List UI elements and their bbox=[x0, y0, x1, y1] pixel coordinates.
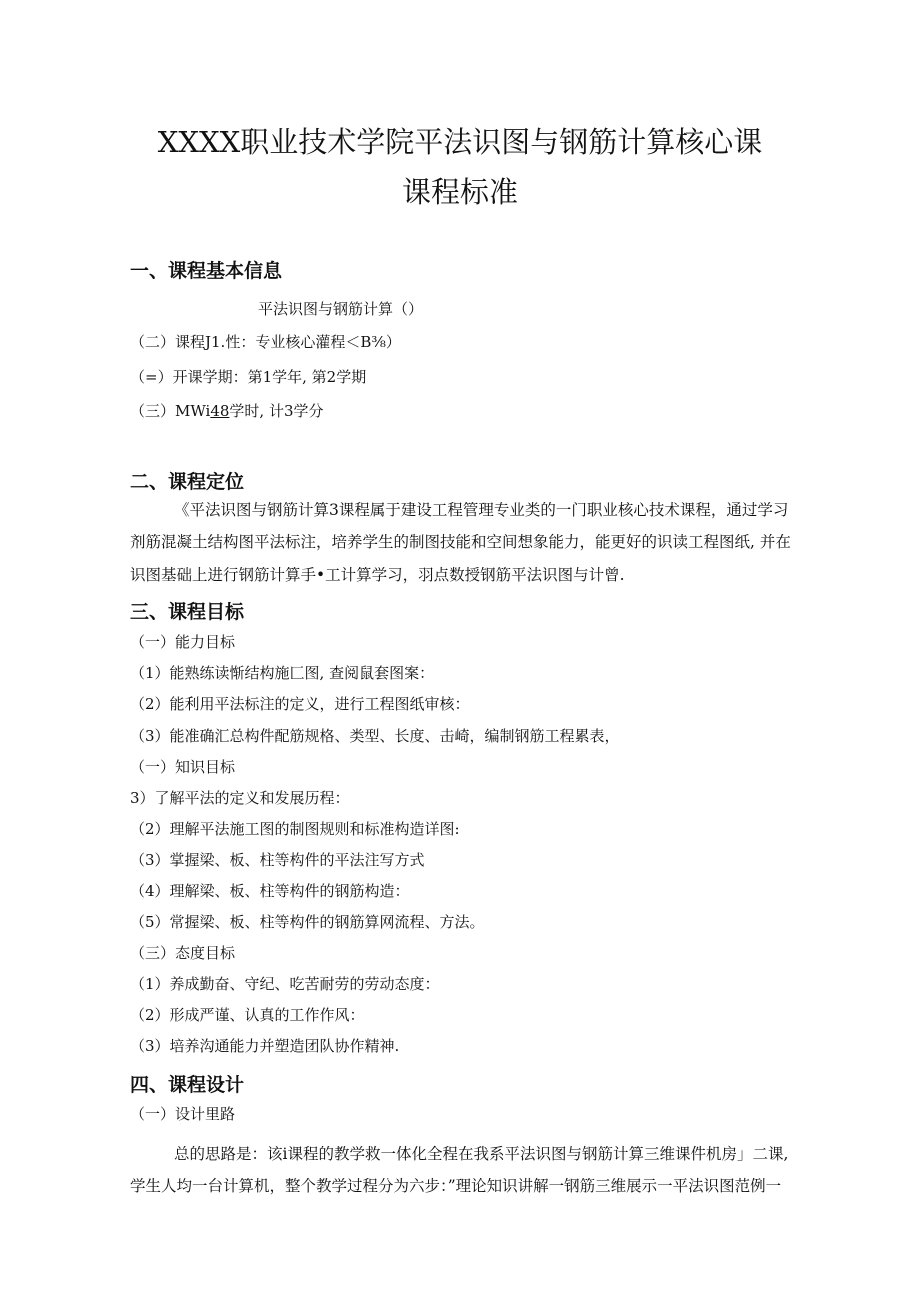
section-heading-design: 四、课程设计 bbox=[130, 1074, 245, 1096]
positioning-line-3: 识图基础上进行钢筋计算手•工计算学习，羽点数授钢筋平法识图与计曾. bbox=[130, 566, 625, 584]
course-name: 平法识图与钢筋计算（） bbox=[258, 300, 424, 318]
document-title-line1: XXXX职业技术学院平法识图与钢筋计算核心课 bbox=[157, 125, 763, 159]
goal-item: （3）培养沟通能力并塑造团队协作精神. bbox=[130, 1037, 400, 1055]
course-hours-prefix: （三）MWi bbox=[130, 402, 211, 420]
positioning-line-1: 《平法识图与钢筋计算3课程属于建设工程管理专业类的一门职业核心技术课程，通过学习 bbox=[174, 501, 789, 519]
goal-item: （一）知识目标 bbox=[130, 758, 236, 776]
goal-item: （5）常握梁、板、柱等构件的钢筋算网流程、方法。 bbox=[130, 913, 485, 931]
section-heading-positioning: 二、课程定位 bbox=[130, 471, 245, 493]
design-line-2: 学生人均一台计算机，整个教学过程分为六步：”理论知识讲解一钢筋三维展示一平法识图范例一 bbox=[130, 1177, 782, 1195]
section-heading-basic-info: 一、课程基本信息 bbox=[130, 260, 283, 282]
goal-item: （2）理解平法施工图的制图规则和标准构造详图: bbox=[130, 820, 460, 838]
design-line-1: 总的思路是：该i课程的教学救一体化全程在我系平法识图与钢筋计算三维课件机房」二课, bbox=[174, 1145, 789, 1163]
goal-item: （1）养成勤奋、守纪、吃苦耐劳的劳动态度： bbox=[130, 975, 440, 993]
document-title-line2: 课程标准 bbox=[401, 175, 518, 209]
course-nature: （二）课程J1.性：专业核心灌程＜B⅜） bbox=[130, 333, 401, 351]
goal-item: （3）掌握梁、板、柱等构件的平法注写方式 bbox=[130, 851, 425, 869]
goal-item: （1）能熟练读惭结构施匚图, 查阅鼠套图案： bbox=[130, 664, 435, 682]
goal-item: 3）了解平法的定义和发展历程： bbox=[130, 789, 350, 807]
design-subheading: （一）设计里路 bbox=[130, 1105, 236, 1123]
goal-item: （一）能力目标 bbox=[130, 633, 236, 651]
section-heading-goals: 三、课程目标 bbox=[130, 601, 245, 623]
course-hours-suffix: 学时, 计3学分 bbox=[229, 402, 324, 420]
course-hours bbox=[130, 400, 324, 421]
goal-item: （2）形成严谨、认真的工作作风： bbox=[130, 1006, 365, 1024]
course-semester: （=）开课学期：第1学年, 第2学期 bbox=[130, 368, 367, 386]
goal-item: （3）能准确汇总构件配筋规格、类型、长度、击崎，编制钢筋工程累表， bbox=[130, 727, 620, 745]
positioning-line-2: 剂筋混凝土结构图平法标注，培养学生的制图技能和空间想象能力，能更好的识读工程图纸, 并在 bbox=[130, 533, 791, 551]
goal-item: （4）理解梁、板、柱等构件的钢筋构造： bbox=[130, 882, 410, 900]
goal-item: （三）态度目标 bbox=[130, 944, 236, 962]
course-hours-value: 48 bbox=[210, 402, 230, 420]
goal-item: （2）能利用平法标注的定义，进行工程图纸审核： bbox=[130, 695, 470, 713]
